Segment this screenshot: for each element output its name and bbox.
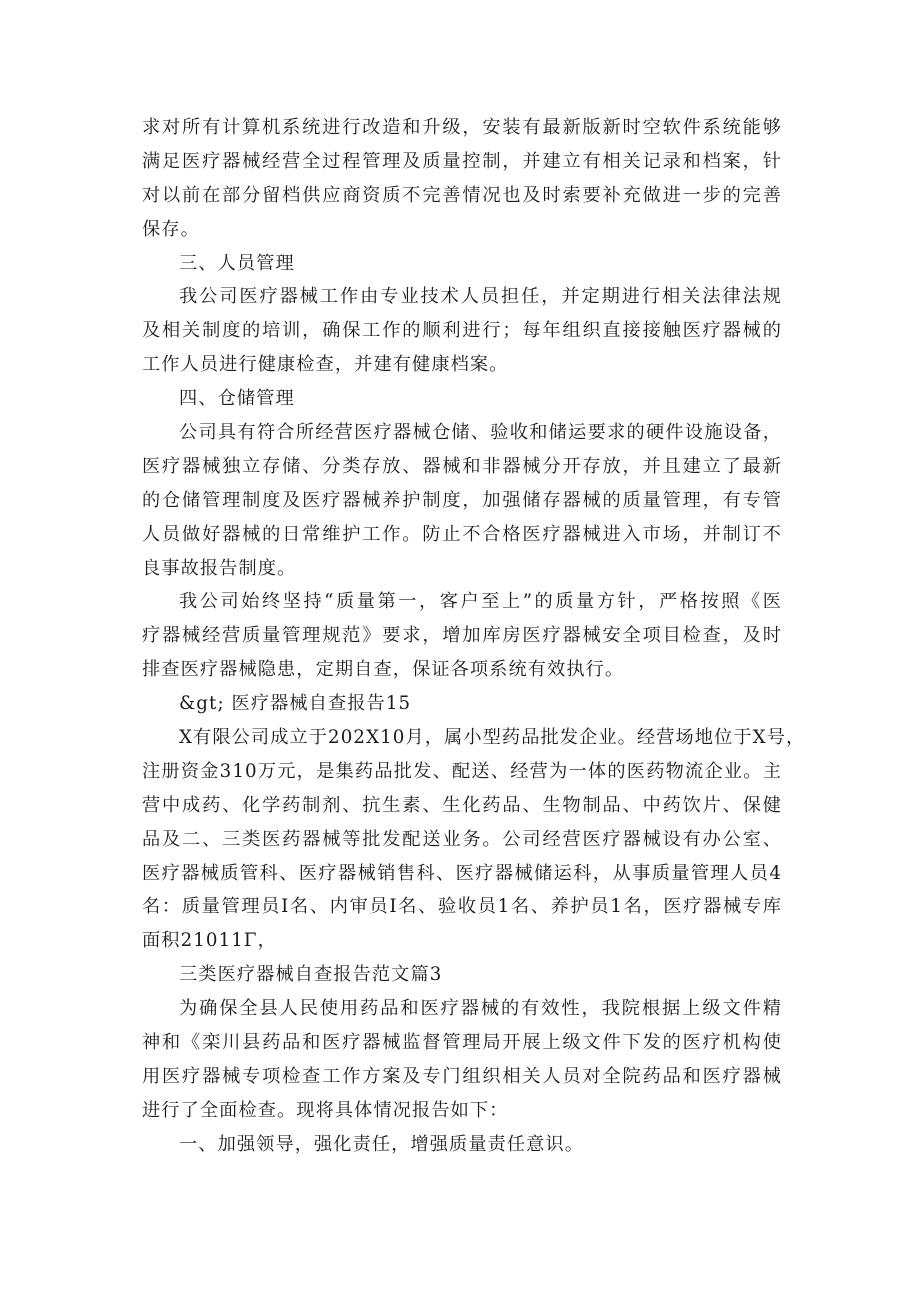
text-line: 神和《栾川县药品和医疗器械监督管理局开展上级文件下发的医疗机构使: [142, 1032, 782, 1054]
text-line: 三类医疗器械自查报告范文篇3: [179, 964, 443, 986]
text-line: 保存。: [142, 218, 200, 240]
text-line: 用医疗器械专项检查工作方案及专门组织相关人员对全院药品和医疗器械: [142, 1065, 782, 1087]
text-line: &gt; 医疗器械自查报告15: [179, 693, 412, 715]
text-line: 的仓储管理制度及医疗器械养护制度，加强储存器械的质量管理，有专管: [142, 489, 782, 511]
text-line: 名：质量管理员I名、内审员I名、验收员1名、养护员1名，医疗器械专库: [142, 896, 782, 918]
text-line: 及相关制度的培训，确保工作的顺利进行；每年组织直接接触医疗器械的: [142, 320, 782, 342]
text-line: 营中成药、化学药制剂、抗生素、生化药品、生物制品、中药饮片、保健: [142, 794, 782, 816]
text-line: 一、加强领导，强化责任，增强质量责任意识。: [179, 1133, 585, 1155]
text-line: 人员做好器械的日常维护工作。防止不合格医疗器械进入市场，并制订不: [142, 523, 782, 545]
document-body: [142, 111, 806, 1162]
text-line: 我公司始终坚持“质量第一，客户至上”的质量方针，严格按照《医: [179, 591, 782, 613]
text-line: 满足医疗器械经营全过程管理及质量控制，并建立有相关记录和档案，针: [142, 150, 782, 172]
text-line: 求对所有计算机系统进行改造和升级，安装有最新版新时空软件系统能够: [142, 117, 782, 138]
text-line: 品及二、三类医药器械等批发配送业务。公司经营医疗器械设有办公室、: [142, 828, 782, 850]
text-line: 注册资金310万元，是集药品批发、配送、经营为一体的医药物流企业。主: [142, 760, 782, 782]
text-line: 疗器械经营质量管理规范》要求，增加库房医疗器械安全项目检查，及时: [142, 625, 782, 647]
text-line: 公司具有符合所经营医疗器械仓储、验收和储运要求的硬件设施设备，: [179, 422, 782, 444]
text-line: 三、人员管理: [179, 252, 295, 274]
text-line: 工作人员进行健康检查，并建有健康档案。: [142, 354, 509, 376]
text-line: X有限公司成立于202X10月，属小型药品批发企业。经营场地位于X号，: [179, 727, 806, 749]
text-line: 进行了全面检查。现将具体情况报告如下：: [142, 1099, 509, 1121]
text-line: 四、仓储管理: [179, 388, 295, 410]
text-line: 为确保全县人民使用药品和医疗器械的有效性，我院根据上级文件精: [179, 998, 782, 1020]
text-line: 医疗器械独立存储、分类存放、器械和非器械分开存放，并且建立了最新: [142, 455, 782, 477]
text-line: 我公司医疗器械工作由专业技术人员担任，并定期进行相关法律法规: [179, 286, 782, 308]
text-line: 对以前在部分留档供应商资质不完善情况也及时索要补充做进一步的完善: [142, 184, 782, 206]
text-line: 面积21011Γ，: [142, 930, 277, 952]
text-line: 良事故报告制度。: [142, 557, 297, 579]
text-line: 医疗器械质管科、医疗器械销售科、医疗器械储运科，从事质量管理人员4: [142, 862, 782, 884]
text-line: 排查医疗器械隐患，定期自查，保证各项系统有效执行。: [142, 659, 625, 681]
